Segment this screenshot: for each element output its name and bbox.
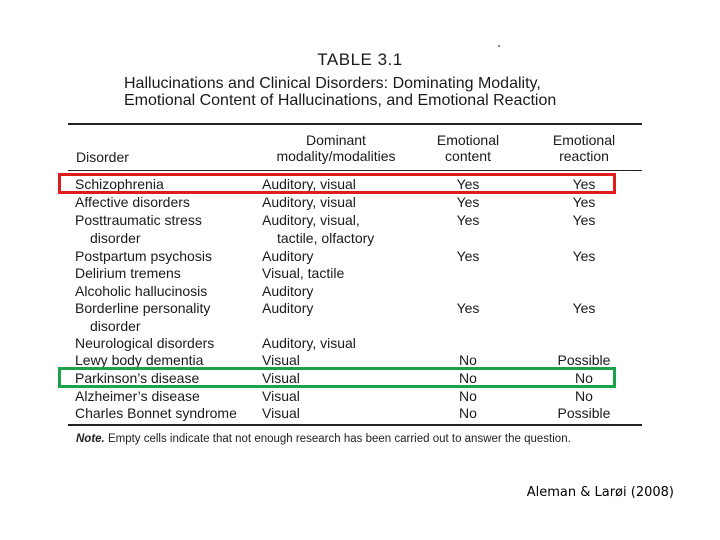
cell-modality: Visual	[262, 405, 300, 421]
cell-reaction: Yes	[572, 212, 596, 228]
top-rule	[68, 123, 642, 125]
cell-emotional: Yes	[456, 248, 480, 264]
cell-modality: Visual	[262, 352, 300, 368]
cell-emotional: Yes	[456, 212, 480, 228]
cell-disorder: Borderline personality	[75, 300, 211, 316]
cell-modality: Auditory, visual	[262, 194, 356, 210]
cell-modality: Visual, tactile	[262, 265, 345, 281]
cell-emotional: Yes	[456, 194, 480, 210]
cell-reaction: No	[575, 370, 593, 386]
cell-emotional: No	[459, 370, 477, 386]
cell-modality: Auditory, visual,	[262, 212, 360, 228]
cell-disorder: Parkinson’s disease	[75, 370, 200, 386]
caption-line-1: Hallucinations and Clinical Disorders: Dominating Modality,	[124, 75, 541, 92]
header-modality-line-2: modality/modalities	[276, 148, 396, 164]
cell-emotional: Yes	[456, 300, 480, 316]
cell-disorder: Postpartum psychosis	[75, 248, 212, 264]
header-emotion-line-2: content	[445, 148, 491, 164]
header-disorder: Disorder	[76, 149, 129, 165]
header-emotion-line-1: Emotional	[436, 132, 500, 148]
cell-reaction: Yes	[572, 176, 596, 192]
note-lead: Note.	[76, 433, 105, 445]
cell-emotional: No	[459, 405, 477, 421]
cell-disorder: Delirium tremens	[75, 265, 181, 281]
citation: Aleman & Larøi (2008)	[526, 485, 674, 500]
cell-reaction: Yes	[572, 300, 596, 316]
cell-modality: Auditory, visual	[262, 335, 356, 351]
cell-reaction: No	[575, 388, 593, 404]
table-label	[0, 50, 720, 70]
cell-reaction: Yes	[572, 194, 596, 210]
cell-disorder: Schizophrenia	[75, 176, 164, 192]
header-reaction-line-1: Emotional	[552, 132, 616, 148]
cell-modality: Visual	[262, 370, 300, 386]
cell-disorder: Lewy body dementia	[75, 352, 204, 368]
cell-emotional: Yes	[456, 176, 480, 192]
cell-modality: Auditory	[262, 300, 314, 316]
cell-disorder: Affective disorders	[75, 194, 190, 210]
cell-modality: Auditory	[262, 248, 314, 264]
caption-line-2: Emotional Content of Hallucinations, and Emotional Reaction	[124, 92, 557, 109]
table-note	[76, 433, 571, 445]
cell-disorder: Alcoholic hallucinosis	[75, 283, 208, 299]
highlight-box-schizophrenia	[58, 173, 616, 194]
cell-disorder-continued: disorder	[90, 230, 141, 246]
cell-reaction: Yes	[572, 248, 596, 264]
cell-modality: Visual	[262, 388, 300, 404]
cell-reaction: Possible	[557, 352, 611, 368]
note-text: Empty cells indicate that not enough research has been carried out to answer the question.	[104, 433, 571, 445]
cell-modality: Auditory, visual	[262, 176, 356, 192]
bottom-rule	[68, 424, 642, 426]
cell-modality-continued: tactile, olfactory	[277, 230, 375, 246]
header-modality-line-1: Dominant	[306, 132, 366, 148]
header-reaction-line-2: reaction	[559, 148, 609, 164]
cell-modality: Auditory	[262, 283, 314, 299]
cell-emotional: No	[459, 388, 477, 404]
cell-disorder: Alzheimer’s disease	[75, 388, 200, 404]
cell-emotional: No	[459, 352, 477, 368]
scan-speck	[498, 45, 500, 47]
cell-disorder-continued: disorder	[90, 318, 141, 334]
cell-reaction: Possible	[557, 405, 611, 421]
table-caption	[124, 75, 604, 109]
header-emotional-content	[422, 132, 514, 164]
highlight-box-parkinsons	[58, 367, 616, 388]
header-modality	[258, 132, 414, 164]
cell-disorder: Posttraumatic stress	[75, 212, 202, 228]
header-emotional-reaction	[538, 132, 630, 164]
cell-disorder: Neurological disorders	[75, 335, 215, 351]
header-rule	[68, 170, 642, 171]
table-label-text: TABLE 3.1	[317, 50, 403, 69]
cell-disorder: Charles Bonnet syndrome	[75, 405, 237, 421]
